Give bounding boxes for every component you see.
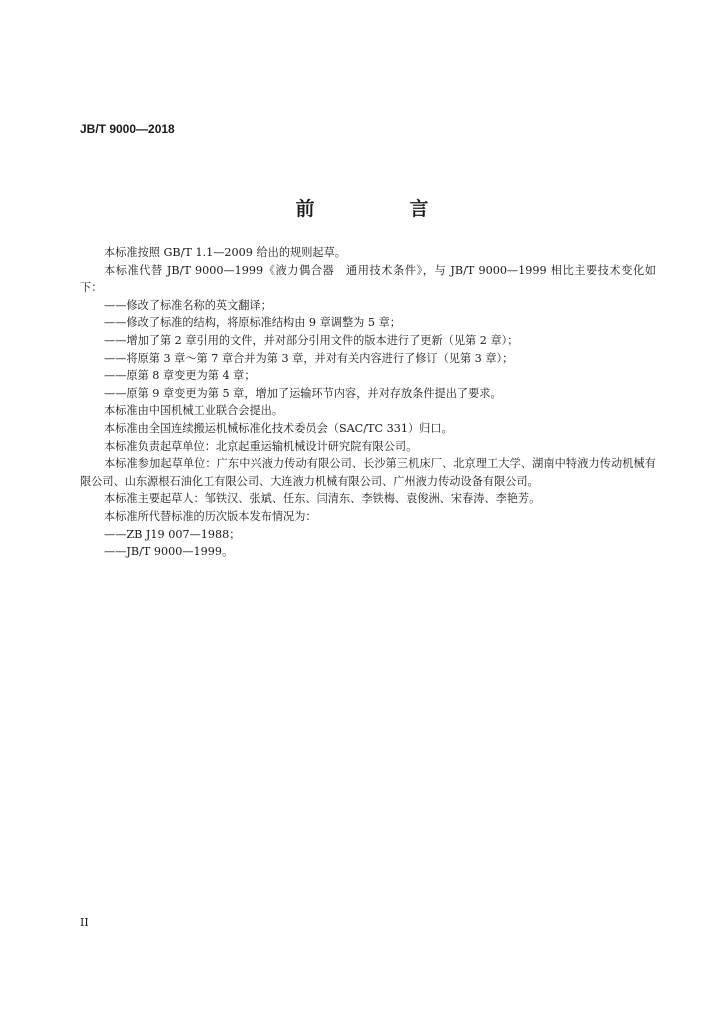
list-item: ——JB/T 9000—1999。 — [104, 545, 234, 559]
list-item: ——修改了标准的结构，将原标准结构由 9 章调整为 5 章； — [104, 316, 401, 330]
list-item: ——修改了标准名称的英文翻译； — [104, 298, 272, 312]
paragraph: 本标准按照 GB/T 1.1—2009 给出的规则起草。 — [104, 246, 346, 259]
paragraph: 本标准由中国机械工业联合会提出。 — [104, 404, 284, 418]
list-item: ——增加了第 2 章引用的文件，并对部分引用文件的版本进行了更新（见第 2 章）； — [104, 333, 519, 347]
list-item: ——将原第 3 章～第 7 章合并为第 3 章，并对有关内容进行了修订（见第 3 章）； — [104, 351, 514, 365]
paragraph: 本标准主要起草人：邹铁汉、张斌、任东、闫清东、李铁梅、袁俊洲、宋春涛、李艳芳。 — [104, 492, 541, 506]
page-title: 前 言 — [295, 198, 467, 220]
page-header-code: JB/T 9000—2018 — [80, 122, 175, 136]
paragraph: 本标准参加起草单位：广东中兴液力传动有限公司、长沙第三机床厂、北京理工大学、湖南中特液力传动机械有限公司、山东源根石油化工有限公司、大连液力机械有限公司、广州液力传动设备有限公司。 — [80, 457, 656, 488]
list-item: ——原第 9 章变更为第 5 章，增加了运输环节内容，并对存放条件提出了要求。 — [104, 386, 502, 400]
body-text — [80, 244, 656, 561]
paragraph: 本标准负责起草单位：北京起重运输机械设计研究院有限公司。 — [104, 439, 418, 453]
paragraph: 本标准代替 JB/T 9000—1999《液力偶合器 通用技术条件》，与 JB/T 9000—1999 相比主要技术变化如下： — [80, 263, 656, 295]
paragraph: 本标准由全国连续搬运机械标准化技术委员会（SAC/TC 331）归口。 — [104, 421, 453, 435]
list-item: ——原第 8 章变更为第 4 章； — [104, 369, 256, 383]
list-item: ——ZB J19 007—1988； — [104, 527, 241, 541]
page-number: II — [80, 916, 89, 929]
paragraph: 本标准所代替标准的历次版本发布情况为： — [104, 509, 317, 523]
